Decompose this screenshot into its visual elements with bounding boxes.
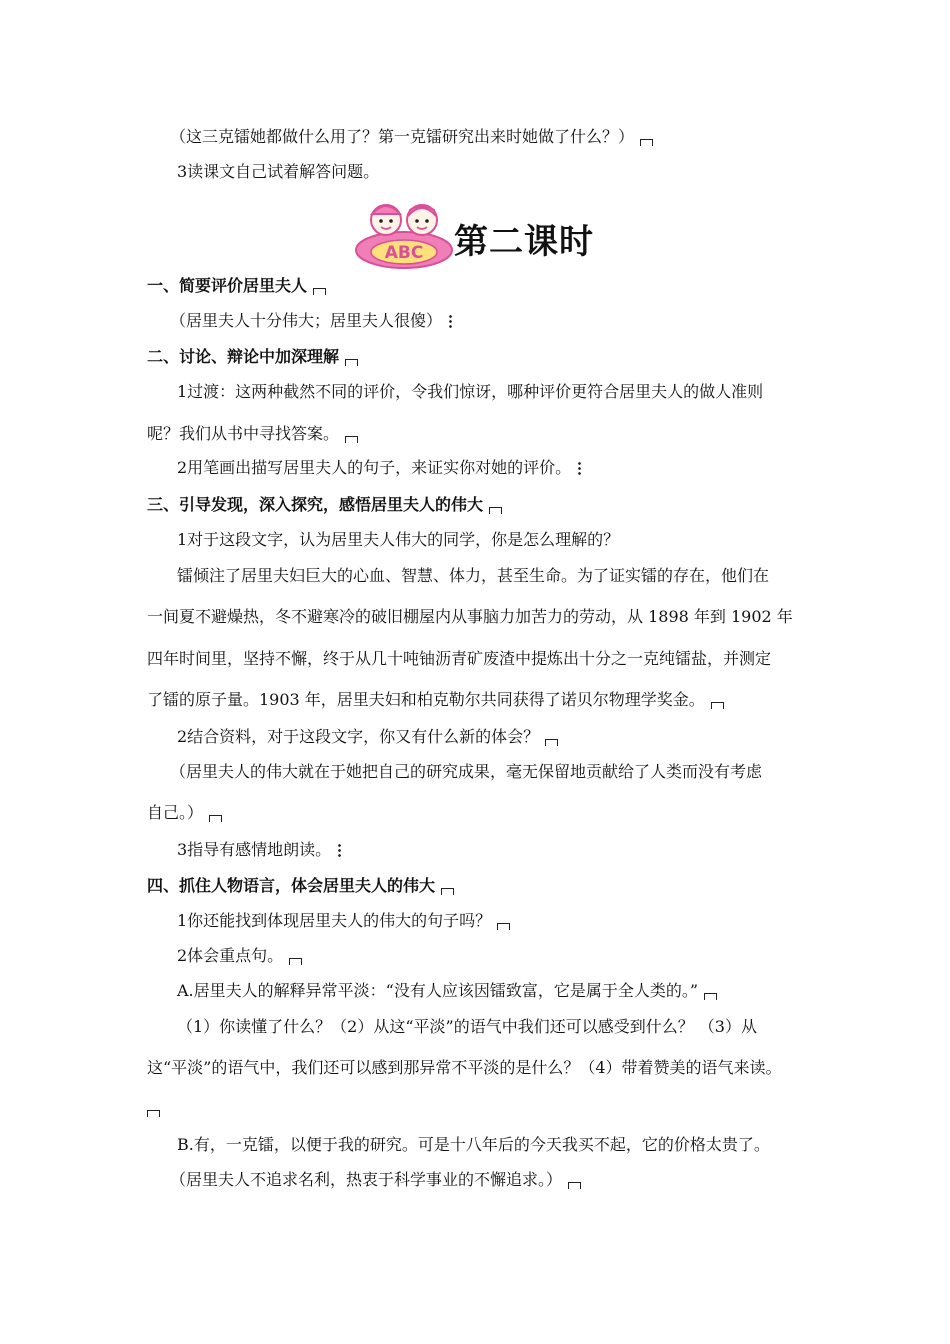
section-heading-2: 二、讨论、辩论中加深理解 <box>147 347 358 367</box>
paragraph-reading-guide: 3指导有感情地朗读。 <box>177 840 341 860</box>
paragraph-sentence-b: B.有，一克镭，以便于我的研究。可是十八年后的今天我买不起，它的价格太贵了。 <box>177 1135 770 1154</box>
paragraph-sentence-a: A.居里夫人的解释异常平淡：“没有人应该因镭致富，它是属于全人类的。” <box>177 981 717 1001</box>
quote-line-2: 一间夏不避燥热，冬不避寒冷的破旧棚屋内从事脑力加苦力的劳动，从 1898 年到 1902 年 <box>147 607 793 626</box>
quote-line-4: 了镭的原子量。1903 年，居里夫妇和柏克勒尔共同获得了诺贝尔物理学奖金。 <box>147 690 724 710</box>
questions-line-1: （1）你读懂了什么？（2）从这“平淡”的语气中我们还可以感受到什么？ （3）从 <box>177 1017 757 1036</box>
paragraph-mark-icon <box>568 1182 581 1189</box>
paragraph-mark-icon <box>489 507 502 514</box>
paragraph-mark-icon <box>345 359 358 366</box>
paragraph-find-sentences: 1你还能找到体现居里夫人的伟大的句子吗？ <box>177 911 510 931</box>
quote-line-3: 四年时间里，坚持不懈，终于从几十吨铀沥青矿废渣中提炼出十分之一克纯镭盐，并测定 <box>147 649 772 668</box>
paragraph-mark-icon <box>640 139 653 146</box>
abc-badge: ABC <box>384 243 424 263</box>
section-heading-1: 一、简要评价居里夫人 <box>147 276 326 296</box>
questions-line-2: 这“平淡”的语气中，我们还可以感到那异常不平淡的是什么？（4）带着赞美的语气来读。 <box>147 1058 782 1077</box>
paragraph-mark-icon <box>441 888 454 895</box>
lesson-banner <box>352 196 594 272</box>
paragraph-mark-icon <box>711 702 724 709</box>
paragraph-step-2: 2用笔画出描写居里夫人的句子，来证实你对她的评价。 <box>177 458 581 478</box>
questions-line-3 <box>141 1098 160 1118</box>
answer-line-2: 自己。） <box>147 803 222 823</box>
section-heading-3: 三、引导发现，深入探究，感悟居里夫人的伟大 <box>147 495 502 515</box>
quote-line-1: 镭倾注了居里夫妇巨大的心血、智慧、体力，甚至生命。为了证实镭的存在，他们在 <box>177 566 770 585</box>
dotted-mark-icon <box>578 461 581 475</box>
paragraph-transition-line1: 1过渡：这两种截然不同的评价，令我们惊讶，哪种评价更符合居里夫人的做人准则 <box>177 382 764 401</box>
paragraph-mark-icon <box>497 923 510 930</box>
paragraph-question: （这三克镭她都做什么用了？第一克镭研究出来时她做了什么？） <box>170 127 653 147</box>
paragraph-mark-icon <box>313 288 326 295</box>
paragraph-mark-icon <box>704 993 717 1000</box>
paragraph-key-sentences: 2体会重点句。 <box>177 946 302 966</box>
paragraph-step-3: 3读课文自己试着解答问题。 <box>177 162 380 181</box>
paragraph-understanding: 1对于这段文字，认为居里夫人伟大的同学，你是怎么理解的？ <box>177 530 620 549</box>
section-heading-4: 四、抓住人物语言，体会居里夫人的伟大 <box>147 876 454 896</box>
paragraph-evaluations: （居里夫人十分伟大；居里夫人很傻） <box>170 311 452 331</box>
answer-line-1: （居里夫人的伟大就在于她把自己的研究成果，毫无保留地贡献给了人类而没有考虑 <box>170 762 763 781</box>
paragraph-conclusion: （居里夫人不追求名利，热衷于科学事业的不懈追求。） <box>170 1170 581 1190</box>
lesson-title: 第二课时 <box>454 222 594 262</box>
dotted-mark-icon <box>338 843 341 857</box>
paragraph-mark-icon <box>345 436 358 443</box>
paragraph-transition-line2: 呢？我们从书中寻找答案。 <box>147 424 358 444</box>
paragraph-mark-icon <box>289 958 302 965</box>
paragraph-mark-icon <box>209 815 222 822</box>
dotted-mark-icon <box>449 314 452 328</box>
cartoon-kids-abc-icon <box>352 196 457 272</box>
paragraph-new-insight: 2结合资料，对于这段文字，你又有什么新的体会？ <box>177 727 558 747</box>
paragraph-mark-icon <box>545 739 558 746</box>
paragraph-mark-icon <box>147 1110 160 1117</box>
